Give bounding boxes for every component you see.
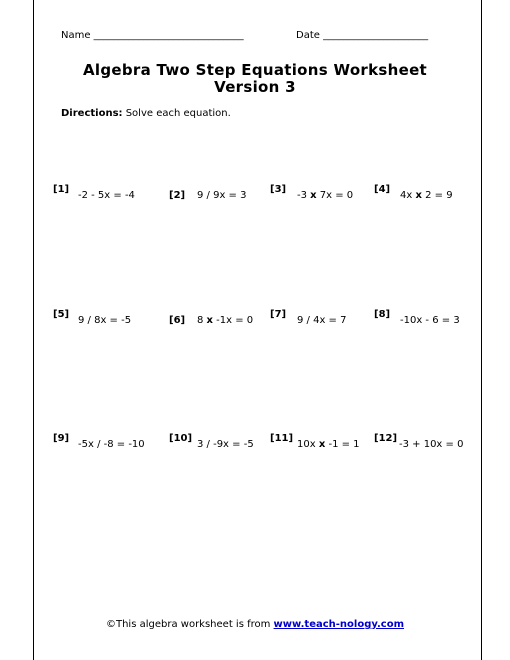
problem-equation [297,190,353,201]
problem-equation [400,190,453,201]
problem-equation [197,439,254,450]
directions-label: Directions: [61,108,123,119]
equation-text: 10x [297,439,319,450]
problem-number: [12] [374,433,398,444]
problem-equation [197,315,253,326]
equation-text: 9 / 4x = 7 [297,315,347,326]
multiply-operator: x [310,190,317,201]
problem-equation [197,190,246,201]
problem-number: [7] [270,309,287,320]
footer-copyright: ©This algebra worksheet is from [105,619,274,630]
problem-number: [10] [169,433,193,444]
worksheet-version: Version 3 [214,78,296,96]
equation-text: 4x [400,190,416,201]
problem-number: [5] [53,309,70,320]
problem-equation [78,190,135,201]
equation-text: 9 / 8x = -5 [78,315,132,326]
multiply-operator: x [415,190,422,201]
problem-number: [6] [169,315,186,326]
problem-number: [11] [270,433,294,444]
footer-link[interactable]: www.teach-nology.com [273,619,404,630]
problem-number: [8] [374,309,391,320]
problem-number: [2] [169,190,186,201]
problem-number: [4] [374,184,391,195]
problem-number: [1] [53,184,70,195]
name-field-line: Name ______________________________ [61,30,244,41]
page-border [33,0,482,660]
equation-text: 8 [197,315,207,326]
problem-equation [78,315,131,326]
equation-text-rest: 7x = 0 [316,190,354,201]
equation-text: 9 / 9x = 3 [197,190,247,201]
problem-number: [9] [53,433,70,444]
equation-text: 3 / -9x = -5 [197,439,254,450]
equation-text: -10x - 6 = 3 [400,315,460,326]
directions-text: Solve each equation. [122,108,231,119]
multiply-operator: x [206,315,213,326]
equation-text: -3 [297,190,311,201]
problem-equation [399,439,463,450]
worksheet-title: Algebra Two Step Equations Worksheet [82,61,428,79]
footer [0,619,510,630]
problem-equation [78,439,145,450]
equation-text-rest: 2 = 9 [421,190,453,201]
problem-number: [3] [270,184,287,195]
problem-equation [297,439,360,450]
problem-equation [297,315,346,326]
equation-text: -2 - 5x = -4 [78,190,135,201]
equation-text-rest: -1x = 0 [213,315,254,326]
date-field-line: Date _____________________ [296,30,429,41]
directions [61,108,231,119]
multiply-operator: x [318,439,326,450]
equation-text: -5x / -8 = -10 [78,439,145,450]
problem-equation [400,315,460,326]
equation-text: -3 + 10x = 0 [399,439,464,450]
equation-text-rest: -1 = 1 [325,439,360,450]
